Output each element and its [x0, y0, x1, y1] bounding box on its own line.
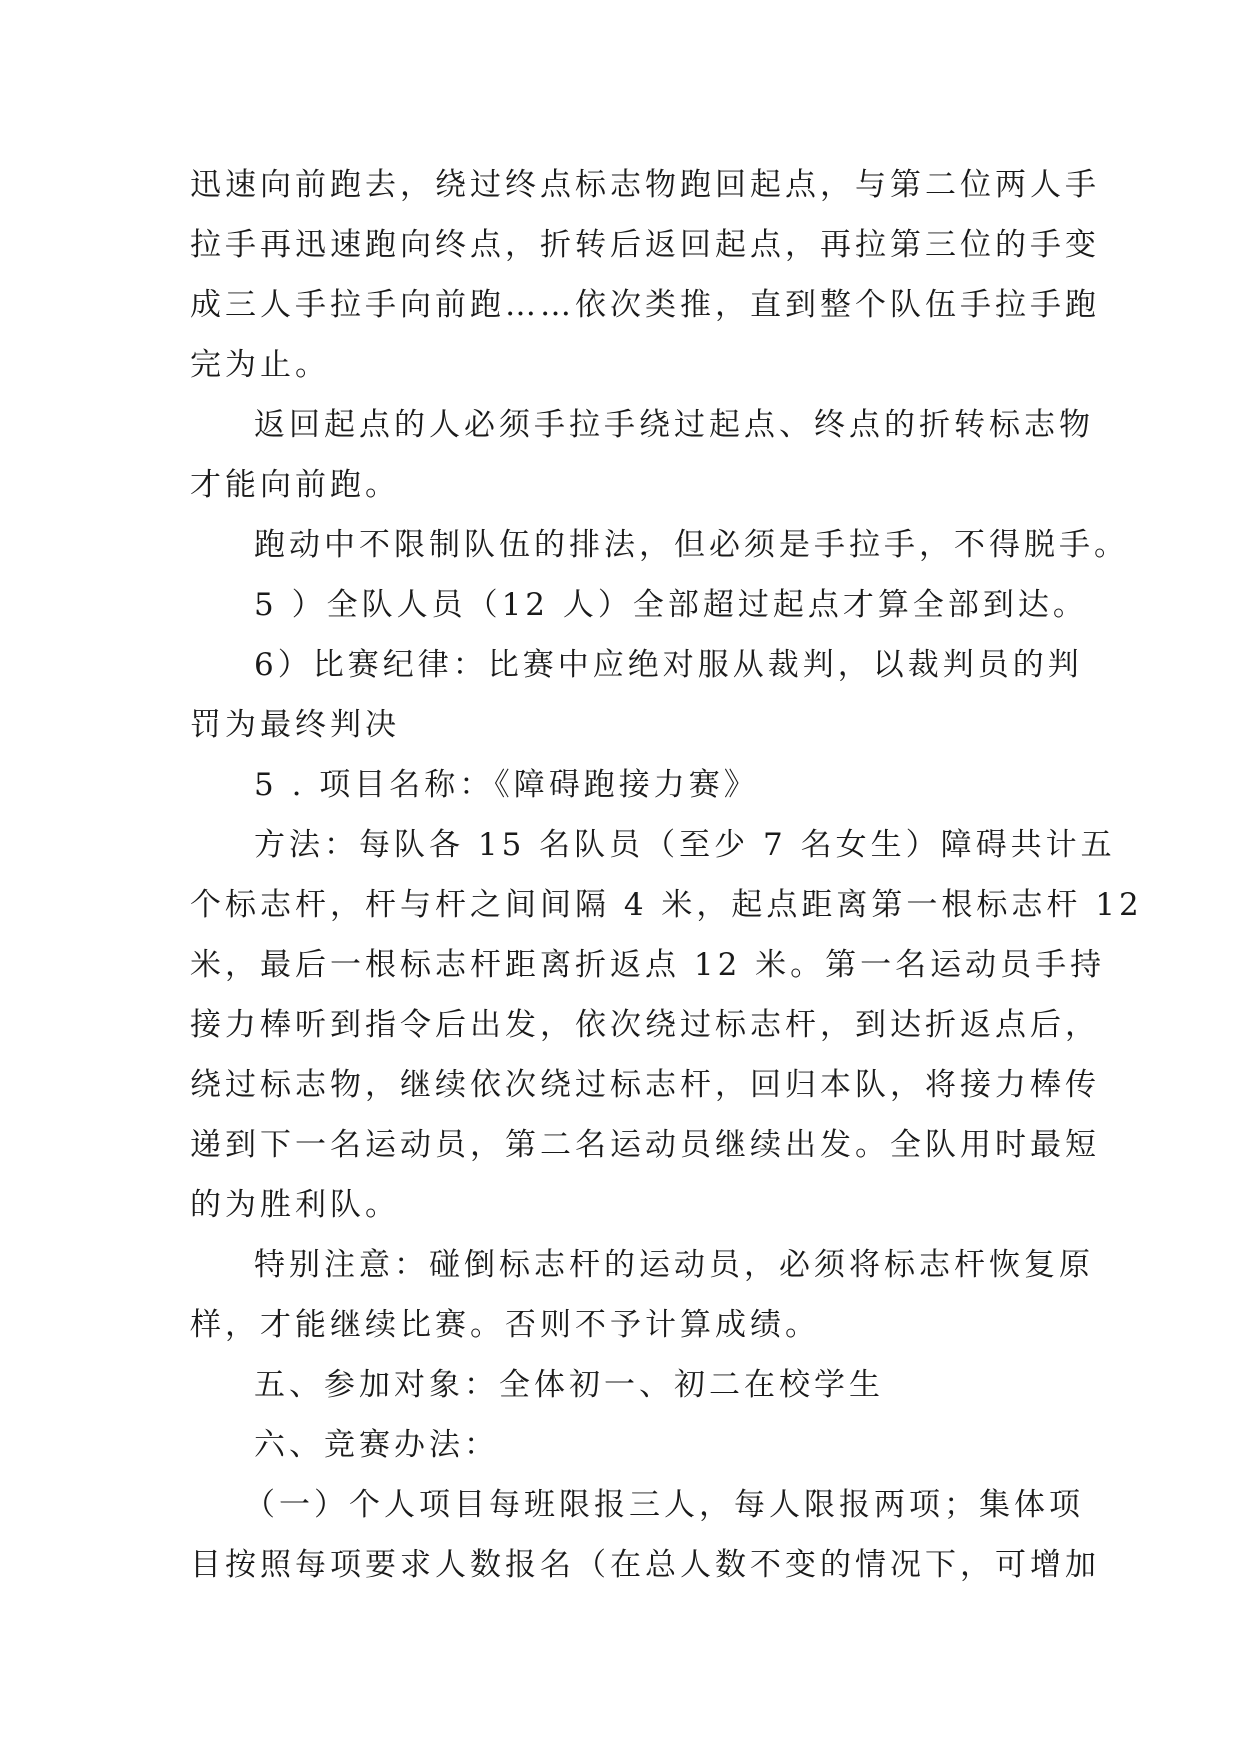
text-line: 的为胜利队。: [190, 1187, 400, 1223]
text-line: 5 ）全队人员（12 人）全部超过起点才算全部到达。: [254, 587, 1088, 623]
text-line: 接力棒听到指令后出发，依次绕过标志杆，到达折返点后，: [190, 1007, 1100, 1043]
text-line: 方法：每队各 15 名队员（至少 7 名女生）障碍共计五: [254, 827, 1116, 863]
section-heading: 五、参加对象：全体初一、初二在校学生: [254, 1367, 884, 1403]
text-line: 返回起点的人必须手拉手绕过起点、终点的折转标志物: [254, 407, 1094, 443]
text-line: 目按照每项要求人数报名（在总人数不变的情况下，可增加: [190, 1547, 1100, 1583]
text-line: 罚为最终判决: [190, 707, 400, 743]
section-heading: 六、竞赛办法：: [254, 1427, 499, 1463]
section-heading: 5 . 项目名称：《障碍跑接力赛》: [254, 767, 759, 803]
document-body: [190, 155, 1143, 1595]
text-line: 递到下一名运动员，第二名运动员继续出发。全队用时最短: [190, 1127, 1100, 1163]
text-line: 个标志杆，杆与杆之间间隔 4 米，起点距离第一根标志杆 12: [190, 887, 1143, 923]
text-line: 才能向前跑。: [190, 467, 400, 503]
text-line: 特别注意：碰倒标志杆的运动员，必须将标志杆恢复原: [254, 1247, 1094, 1283]
text-line: 成三人手拉手向前跑……依次类推，直到整个队伍手拉手跑: [190, 287, 1100, 323]
text-line: 绕过标志物，继续依次绕过标志杆，回归本队，将接力棒传: [190, 1067, 1100, 1103]
text-line: 米，最后一根标志杆距离折返点 12 米。第一名运动员手持: [190, 947, 1106, 983]
text-line: （一）个人项目每班限报三人，每人限报两项；集体项: [244, 1487, 1084, 1523]
text-line: 样，才能继续比赛。否则不予计算成绩。: [190, 1307, 820, 1343]
text-line: 迅速向前跑去，绕过终点标志物跑回起点，与第二位两人手: [190, 167, 1100, 203]
text-line: 完为止。: [190, 347, 330, 383]
text-line: 拉手再迅速跑向终点，折转后返回起点，再拉第三位的手变: [190, 227, 1100, 263]
text-line: 跑动中不限制队伍的排法，但必须是手拉手，不得脱手。: [254, 527, 1129, 563]
text-line: 6）比赛纪律：比赛中应绝对服从裁判，以裁判员的判: [254, 647, 1083, 683]
